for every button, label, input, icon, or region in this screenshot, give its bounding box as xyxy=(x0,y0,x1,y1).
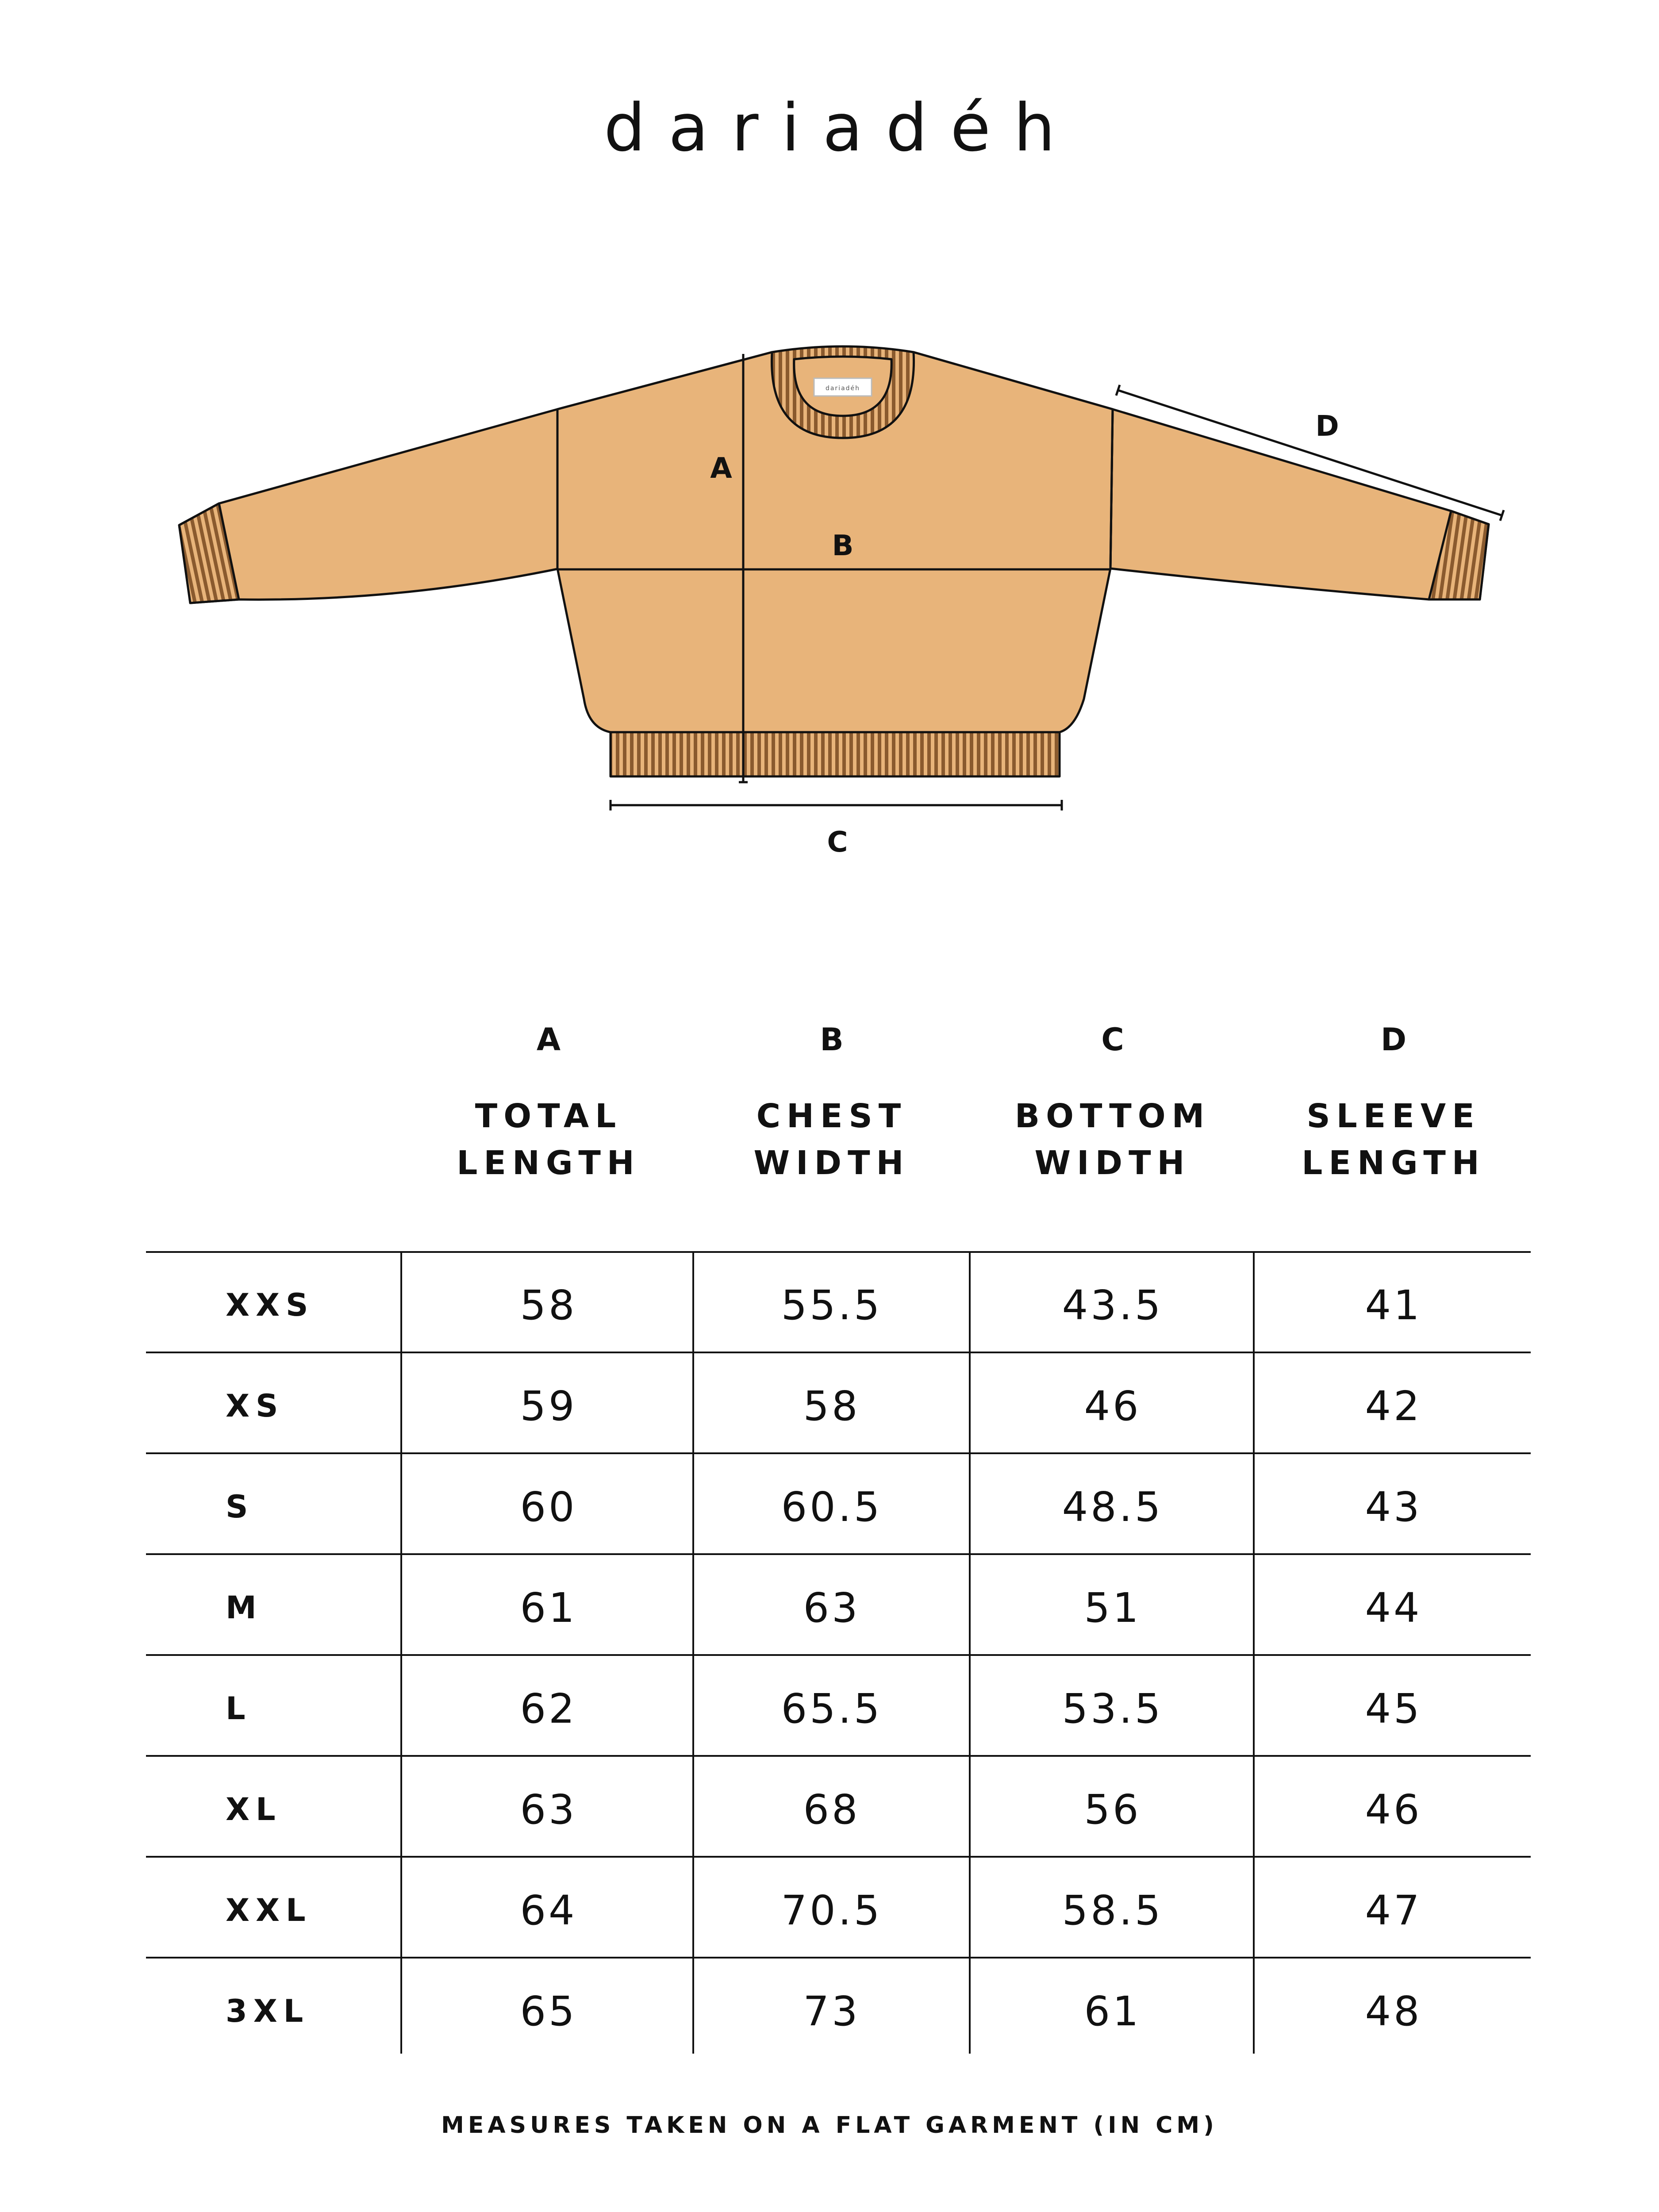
table-rule xyxy=(146,1856,1531,1858)
table-rule xyxy=(146,1251,1531,1253)
brand-logo: dariadéh xyxy=(603,90,1079,166)
column-divider xyxy=(1253,1252,1255,2054)
hem-rib xyxy=(611,732,1060,776)
footnote: MEASURES TAKEN ON A FLAT GARMENT (IN CM) xyxy=(441,2112,1218,2139)
table-rule xyxy=(146,1553,1531,1555)
label-a: A xyxy=(710,452,732,485)
sweater-diagram xyxy=(0,0,1659,907)
column-divider xyxy=(969,1252,971,2054)
column-divider xyxy=(400,1252,402,2054)
table-rule xyxy=(146,1957,1531,1959)
label-d: D xyxy=(1315,410,1339,443)
table-rule xyxy=(146,1452,1531,1454)
label-c: C xyxy=(827,826,848,859)
table-rule xyxy=(146,1654,1531,1656)
column-divider xyxy=(692,1252,694,2054)
table-rule xyxy=(146,1755,1531,1757)
table-rule xyxy=(146,1352,1531,1353)
svg-text:dariadéh: dariadéh xyxy=(825,385,860,392)
label-b: B xyxy=(832,530,854,562)
